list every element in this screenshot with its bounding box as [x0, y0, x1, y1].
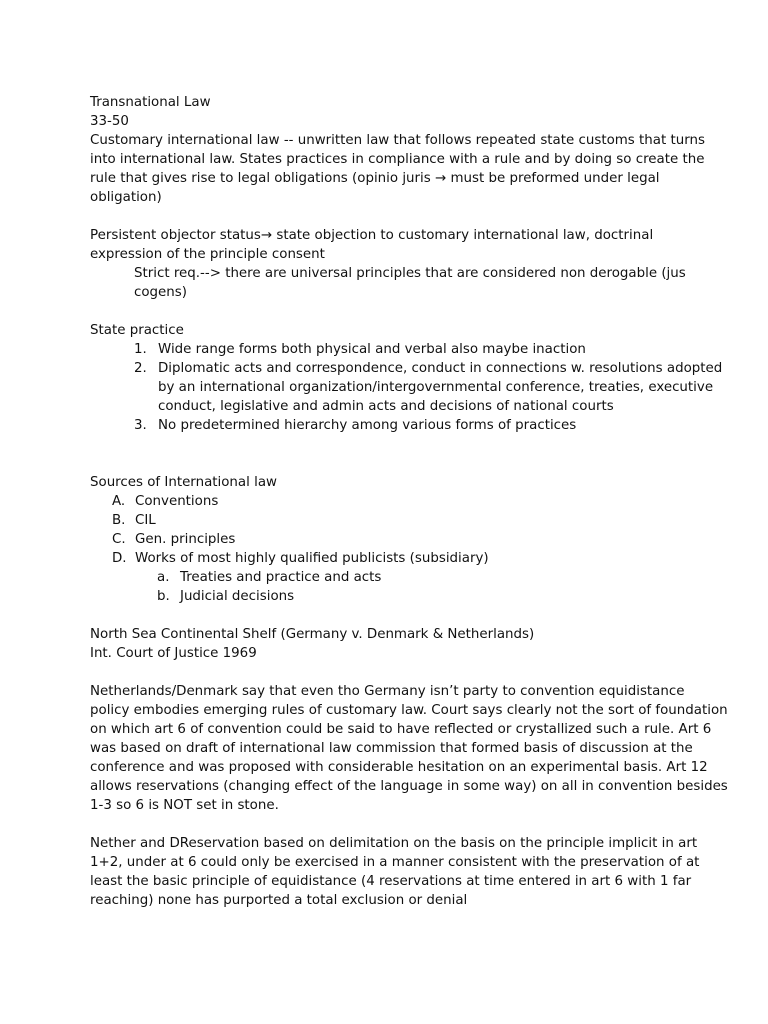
case-court: Int. Court of Justice 1969: [90, 646, 257, 661]
list-marker: 1.: [134, 342, 147, 357]
list-marker: C.: [112, 532, 126, 547]
list-item: [90, 492, 728, 511]
list-item: [90, 511, 728, 530]
list-marker: D.: [112, 551, 127, 566]
list-text: Wide range forms both physical and verbal also maybe inaction: [158, 342, 586, 357]
list-item: [90, 530, 728, 549]
list-marker: b.: [157, 589, 170, 604]
list-marker: 3.: [134, 418, 147, 433]
list-marker: a.: [157, 570, 170, 585]
list-text: Diplomatic acts and correspondence, conduct in connections w. resolutions adopted by an international organization/intergovernmental conference, treaties, executive conduct, legislative and admin acts and decisions of national courts: [158, 361, 723, 414]
list-text: Conventions: [135, 494, 219, 509]
sub-list-item: [90, 587, 728, 606]
list-item: [90, 359, 728, 416]
list-text: Treaties and practice and acts: [180, 570, 382, 585]
strict-requirement: Strict req.--> there are universal principles that are considered non derogable (jus cogens): [134, 266, 690, 300]
list-text: Judicial decisions: [180, 589, 295, 604]
page-range: 33-50: [90, 114, 129, 129]
doc-title: Transnational Law: [90, 95, 211, 110]
list-item: [90, 416, 728, 435]
list-item: [90, 340, 728, 359]
list-text: No predetermined hierarchy among various forms of practices: [158, 418, 577, 433]
sub-list-item: [90, 568, 728, 587]
list-item: [90, 549, 728, 568]
persistent-objector: Persistent objector status→ state objection to customary international law, doctrinal expression of the principle consent: [90, 228, 658, 262]
list-text: Works of most highly qualified publicists (subsidiary): [135, 551, 489, 566]
sources-heading: Sources of International law: [90, 475, 277, 490]
list-text: Gen. principles: [135, 532, 236, 547]
list-marker: 2.: [134, 361, 147, 376]
cil-definition: Customary international law -- unwritten law that follows repeated state customs that turns into international law. States practices in compliance with a rule and by doing so create the rule that gives rise to legal obligations (opinio juris → must be preformed under legal obligation): [90, 133, 710, 205]
case-paragraph-1: Netherlands/Denmark say that even tho Germany isn’t party to convention equidistance policy embodies emerging rules of customary law. Court says clearly not the sort of foundation on which art 6 of convention could be said to have reflected or crystallized such a rule. Art 6 was based on draft of international law commission that formed basis of discussion at the conference and was proposed with considerable hesitation on an experimental basis. Art 12 allows reservations (changing effect of the language in some way) on all in convention besides 1-3 so 6 is NOT set in stone.: [90, 684, 733, 813]
list-marker: A.: [112, 494, 126, 509]
case-paragraph-2: Nether and DReservation based on delimitation on the basis on the principle implicit in art 1+2, under at 6 could only be exercised in a manner consistent with the preservation of at least the basic principle of equidistance (4 reservations at time entered in art 6 with 1 far reaching) none has purported a total exclusion or denial: [90, 836, 704, 908]
case-name: North Sea Continental Shelf (Germany v. Denmark & Netherlands): [90, 627, 535, 642]
list-marker: B.: [112, 513, 126, 528]
list-text: CIL: [135, 513, 156, 528]
state-practice-heading: State practice: [90, 323, 184, 338]
